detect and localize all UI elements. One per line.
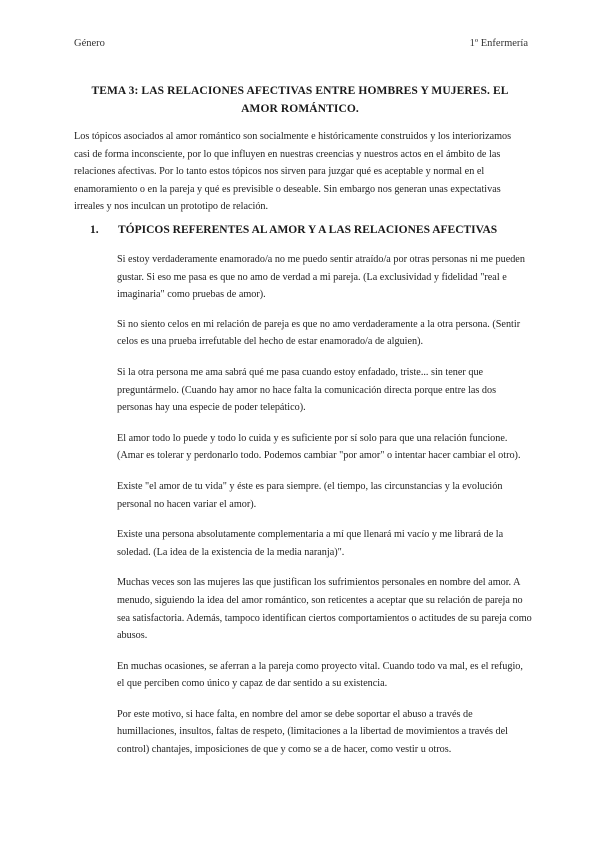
section-number: 1. — [90, 224, 99, 236]
topic-list — [117, 251, 532, 772]
intro-paragraph: Los tópicos asociados al amor romántico son socialmente e históricamente construidos y los interiorizamos casi de forma inconsciente, por lo que influyen en nuestras creencias y nuestros actos en el ámbito de las relaciones afectivas. Por lo tanto estos tópicos nos sirven para juzgar qué es aceptable y normal en el enamoramiento o en la pareja y qué es previsible o deseable. Sin embargo nos generan unas expectativas irreales y nos inculcan un prototipo de relación. — [74, 131, 512, 213]
section-heading-text: TÓPICOS REFERENTES AL AMOR Y A LAS RELACIONES AFECTIVAS — [118, 224, 498, 236]
topic-item: Si la otra persona me ama sabrá qué me pasa cuando estoy enfadado, triste... sin tener que preguntármelo. (Cuando hay amor no hace falta la comunicación directa porque entre las dos personas hay una especie de poder telepático). — [117, 366, 497, 414]
topic-item: Si estoy verdaderamente enamorado/a no me puedo sentir atraído/a por otras personas ni me pueden gustar. Si eso me pasa es que no amo de verdad a mi pareja. (La exclusividad y fidelidad "real e imaginaria" como pruebas de amor). — [117, 254, 525, 301]
header-course: 1º Enfermería — [469, 38, 528, 49]
topic-item: Si no siento celos en mi relación de pareja es que no amo verdaderamente a la otra persona. (Sentir celos es una prueba irrefutable del hecho de estar enamorado/a de alguien). — [117, 318, 521, 348]
topic-item: El amor todo lo puede y todo lo cuida y es suficiente por sí solo para que una relación funcione. (Amar es tolerar y perdonarlo todo. Podemos cambiar "por amor" o intentar hacer cambiar el otro). — [117, 432, 521, 462]
topic-item: Existe "el amor de tu vida" y éste es para siempre. (el tiempo, las circunstancias y la evolución personal no hacen variar el amor). — [117, 480, 503, 510]
section-heading — [90, 222, 530, 238]
header-subject: Género — [74, 38, 105, 49]
page-title: TEMA 3: LAS RELACIONES AFECTIVAS ENTRE HOMBRES Y MUJERES. EL AMOR ROMÁNTICO. — [91, 85, 509, 115]
topic-item: Por este motivo, si hace falta, en nombre del amor se debe soportar el abuso a través de humillaciones, insultos, faltas de respeto, (limitaciones a la libertad de movimientos a través del control) chantajes, imposiciones de que y como se a de hacer, como vestir u otros. — [117, 708, 508, 756]
page-header — [74, 38, 528, 54]
topic-item: En muchas ocasiones, se aferran a la pareja como proyecto vital. Cuando todo va mal, es el refugio, el que perciben como único y capaz de dar sentido a su existencia. — [117, 660, 523, 690]
topic-item: Existe una persona absolutamente complementaria a mí que llenará mi vacío y me librará de la soledad. (La idea de la existencia de la media naranja)". — [117, 529, 504, 558]
topic-item: Muchas veces son las mujeres las que justifican los sufrimientos personales en nombre del amor. A menudo, siguiendo la idea del amor romántico, son reticentes a aceptar que su relación de pareja no sea satisfactoria. Además, tampoco identifican ciertos comportamientos o actitudes de su pareja como abusos. — [117, 577, 532, 642]
